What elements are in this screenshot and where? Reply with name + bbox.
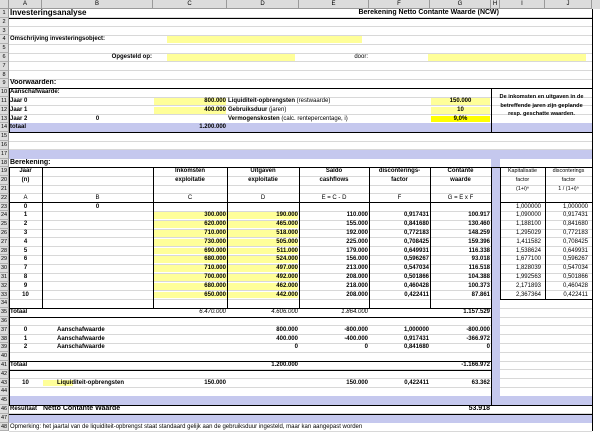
- row-number[interactable]: 43: [0, 379, 8, 386]
- acq-row-label: Aanschafwaarde: [57, 326, 105, 333]
- total-expense: 4.606.000: [271, 309, 298, 316]
- author-input[interactable]: [431, 53, 544, 62]
- row-number[interactable]: 13: [0, 115, 8, 122]
- row-number[interactable]: 35: [0, 309, 8, 316]
- discount-factor: 0,596267: [403, 256, 429, 263]
- column-border: [430, 167, 431, 308]
- col-head-kap-sub: factor: [515, 177, 530, 184]
- row-number[interactable]: 16: [0, 142, 8, 148]
- col-head-uitgaven: Uitgaven: [250, 168, 276, 175]
- cashflow-value: 155.000: [346, 221, 368, 228]
- param-label: [228, 115, 429, 124]
- row-number[interactable]: 2: [0, 18, 9, 27]
- income-input[interactable]: 680.000: [204, 282, 226, 289]
- box-border: [545, 167, 546, 299]
- present-value: 159.396: [468, 238, 490, 245]
- col-head-saldo: Saldo: [325, 168, 343, 175]
- row-number[interactable]: 41: [0, 362, 8, 368]
- row-number[interactable]: 42: [0, 370, 8, 377]
- income-input[interactable]: 300.000: [204, 212, 226, 219]
- param-label: [228, 97, 429, 106]
- year-number: 7: [23, 265, 28, 272]
- section-border: [9, 132, 592, 133]
- col-letter: C: [187, 194, 193, 201]
- total-label: Totaal: [10, 309, 28, 316]
- acq-year-label: Jaar 0: [10, 98, 28, 104]
- acq-year-label: Jaar 2: [10, 115, 28, 122]
- param-value-input[interactable]: 150.000: [449, 98, 472, 104]
- acq-total-present-value: -1.166.972: [461, 362, 490, 368]
- col-head-disc2: disconterings: [552, 168, 585, 175]
- year-number: 6: [23, 256, 28, 263]
- acq-year-label: Jaar 1: [10, 106, 28, 113]
- total-present-value: 1.157.529: [463, 309, 490, 316]
- remark-text: Opmerking: het jaartal van de liquiditeit-opbrengst staat standaard gelijk aan de gebruiksduur ingesteld, maar kan aangepast worden: [10, 423, 363, 430]
- expense-input[interactable]: 465.000: [276, 221, 298, 228]
- income-input[interactable]: 690.000: [204, 247, 226, 254]
- col-head-kap-formula: (1+i)ⁿ: [516, 186, 529, 192]
- title-underline: [9, 18, 592, 19]
- capitalisation-factor: 1,295029: [515, 230, 541, 236]
- expense-input[interactable]: 492.000: [276, 274, 298, 280]
- income-input[interactable]: 700.000: [204, 274, 226, 280]
- year-zero: 0: [23, 203, 28, 210]
- row-number[interactable]: 21: [0, 186, 8, 192]
- acq-value-input[interactable]: [154, 115, 226, 124]
- row-number[interactable]: 17: [0, 150, 8, 157]
- column-header[interactable]: [0, 0, 9, 9]
- row-number[interactable]: 47: [0, 414, 8, 421]
- acq-row-expense: 0: [294, 344, 298, 351]
- discount-factor: 0,460428: [403, 282, 429, 289]
- result-label: Resultaat: [10, 406, 38, 412]
- year-number: 10: [22, 291, 29, 298]
- year-number: 5: [23, 247, 28, 254]
- acq-total-expense: 1.200.000: [271, 362, 298, 368]
- acq-year: 1: [23, 335, 28, 342]
- row-number[interactable]: 46: [0, 406, 8, 412]
- discount-factor-ref: 0,841680: [562, 221, 588, 228]
- spacer-band: [491, 159, 500, 397]
- capitalisation-factor: 1,677100: [515, 256, 541, 263]
- row-number[interactable]: 9: [0, 79, 9, 88]
- row-number[interactable]: 3: [0, 27, 9, 36]
- row-number[interactable]: 7: [0, 62, 9, 71]
- column-border: [42, 167, 43, 308]
- description-label: Omschrijving investeringsobject:: [10, 36, 106, 43]
- row-number[interactable]: 28: [0, 247, 8, 254]
- param-value-input[interactable]: 10: [457, 106, 464, 113]
- row-number[interactable]: 1: [0, 9, 9, 18]
- grid-line: [9, 26, 592, 27]
- col-head-inkomsten: Inkomsten: [174, 168, 205, 175]
- discount-factor: 0,841680: [403, 221, 429, 228]
- row-number[interactable]: 14: [0, 124, 8, 131]
- row-number[interactable]: 5: [0, 44, 9, 53]
- liq-income: 150.000: [204, 379, 226, 386]
- grid-line: [9, 70, 592, 71]
- col-head-disc2-formula: 1 / (1+i)ⁿ: [558, 186, 579, 192]
- capitalisation-factor: 2,367364: [515, 291, 541, 298]
- column-border: [491, 167, 492, 405]
- acq-row-present-value: -800.000: [466, 326, 490, 333]
- calc-section-title: Berekening:: [10, 158, 51, 166]
- row-number[interactable]: 15: [0, 133, 8, 140]
- acq-row-cashflow: 0: [364, 344, 368, 351]
- col-head-year-n: (n): [21, 177, 30, 184]
- box-border: [500, 167, 501, 299]
- cashflow-value: 192.000: [346, 230, 368, 236]
- acq-row-present-value: -366.972: [466, 335, 490, 342]
- present-value: 100.917: [468, 212, 490, 219]
- expense-input[interactable]: 442.000: [276, 291, 298, 298]
- acq-label: Aanschafwaarde:: [10, 89, 60, 96]
- discount-factor-ref: 0,422411: [563, 291, 588, 298]
- discount-factor-ref: 0,649931: [562, 247, 588, 254]
- present-value: 104.388: [468, 274, 490, 280]
- acq-row-cashflow: -800.000: [344, 326, 368, 333]
- capitalisation-factor: 1,411582: [516, 238, 541, 245]
- cashflow-value: 208.000: [346, 291, 368, 298]
- description-input[interactable]: [154, 35, 368, 44]
- row-number[interactable]: 18: [0, 159, 8, 166]
- acq-row-factor: 0,917431: [403, 335, 429, 342]
- acq-row-present-value: 0: [486, 344, 490, 351]
- row-number[interactable]: 37: [0, 326, 8, 333]
- row-number[interactable]: 27: [0, 238, 8, 245]
- page-title: Investeringsanalyse: [10, 9, 87, 17]
- row-number[interactable]: 26: [0, 230, 8, 236]
- box-border: [500, 202, 592, 203]
- expense-input[interactable]: 190.000: [276, 212, 298, 219]
- col-letter: E = C - D: [321, 194, 347, 201]
- row-number[interactable]: 12: [0, 106, 8, 113]
- present-value: 116.338: [468, 247, 490, 254]
- acq-total-label: totaal: [10, 124, 27, 131]
- grid-line: [9, 141, 592, 142]
- year-number: 1: [23, 212, 28, 219]
- col-head-inkomsten-sub: exploitatie: [175, 177, 205, 184]
- row-number[interactable]: 25: [0, 221, 8, 228]
- capitalisation-factor: 1,090000: [515, 212, 541, 219]
- acq-row-expense: 800.000: [276, 326, 298, 333]
- column-border: [299, 167, 300, 308]
- param-note: (jaren): [267, 106, 287, 113]
- capitalisation-factor: 1,188100: [515, 221, 541, 228]
- column-border: [369, 167, 370, 308]
- total-border: [9, 317, 491, 318]
- capitalisation-factor: 1,538624: [515, 247, 541, 254]
- year-number: 4: [23, 238, 28, 245]
- col-letter: D: [260, 194, 266, 201]
- row-number[interactable]: 22: [0, 194, 8, 201]
- liq-cashflow: 150.000: [346, 379, 368, 386]
- column-header[interactable]: F: [369, 0, 430, 9]
- expense-input[interactable]: 497.000: [276, 265, 298, 272]
- column-header[interactable]: J: [545, 0, 592, 9]
- row-number[interactable]: 44: [0, 388, 8, 395]
- year-number: 2: [23, 221, 28, 228]
- acq-year-extra: [43, 97, 152, 106]
- row-number[interactable]: 23: [0, 203, 8, 210]
- income-input[interactable]: 680.000: [204, 256, 226, 263]
- income-input[interactable]: 710.000: [204, 230, 226, 236]
- row-number[interactable]: 4: [0, 35, 9, 44]
- acq-year: 0: [23, 326, 28, 333]
- col-head-contante: Contante: [447, 168, 474, 175]
- param-name: Vermogenskosten: [228, 115, 280, 122]
- discount-factor-ref: 0,772183: [562, 230, 588, 236]
- prepared-date-input[interactable]: [154, 53, 298, 62]
- total-border: [9, 370, 491, 371]
- param-value-input[interactable]: 9,0%: [453, 115, 468, 122]
- cashflow-value: 156.000: [346, 256, 368, 263]
- result-name: Netto Contante Waarde: [43, 405, 121, 412]
- section-band: [9, 414, 592, 423]
- param-name: Liquiditeit-opbrengsten: [228, 98, 295, 104]
- row-number[interactable]: 34: [0, 300, 8, 307]
- column-header[interactable]: A: [9, 0, 42, 9]
- cashflow-value: 110.000: [346, 212, 368, 219]
- acq-row-label: Aanschafwaarde: [57, 335, 105, 342]
- row-number[interactable]: 19: [0, 168, 8, 175]
- column-header[interactable]: G: [430, 0, 491, 9]
- conditions-section-title: Voorwaarden:: [10, 79, 57, 87]
- col-head-kap: Kapitalisatie: [507, 168, 538, 175]
- capitalisation-factor: 1,000000: [515, 203, 541, 210]
- row-number[interactable]: 8: [0, 71, 9, 80]
- box-border: [491, 88, 492, 132]
- acq-row-factor: 0,841680: [403, 344, 429, 351]
- param-note: (calc. rentepercentage, i): [279, 115, 348, 122]
- row-number[interactable]: 30: [0, 265, 8, 272]
- discount-factor: 0,917431: [403, 212, 429, 219]
- total-cashflow: 1.864.000: [341, 309, 368, 316]
- row-number[interactable]: 38: [0, 335, 8, 342]
- discount-factor-ref: 0,708425: [562, 238, 588, 245]
- present-value: 87.861: [471, 291, 490, 298]
- section-band: [9, 396, 592, 405]
- col-letter: B: [95, 194, 100, 201]
- page-subtitle: Berekening Netto Contante Waarde (NCW): [358, 9, 499, 16]
- row-number[interactable]: 48: [0, 423, 8, 430]
- row-number[interactable]: 32: [0, 282, 8, 289]
- acq-row-expense: 400.000: [276, 335, 298, 342]
- income-input[interactable]: 710.000: [204, 265, 226, 272]
- column-border: [227, 167, 228, 308]
- col-head-disc2-sub: factor: [561, 177, 576, 184]
- col-letter: A: [23, 194, 28, 201]
- col-head-disc: disconterings-: [378, 168, 421, 175]
- conditions-note: De inkomsten en uitgaven in de betreffende jaren zijn geplande resp. geschatte waarden.: [499, 94, 584, 118]
- section-band: [9, 150, 592, 159]
- liq-label: Liquiditeit-opbrengsten: [57, 379, 124, 386]
- box-border: [500, 167, 592, 168]
- discount-factor-ref: 0,460428: [562, 282, 588, 289]
- row-number[interactable]: 40: [0, 353, 8, 360]
- result-border: [9, 414, 592, 415]
- present-value: 93.018: [471, 256, 490, 263]
- param-note: (restwaarde): [295, 98, 331, 104]
- year-zero-extra: 0: [95, 203, 100, 210]
- acq-year-extra: [43, 106, 152, 115]
- row-number[interactable]: 29: [0, 256, 8, 263]
- income-input[interactable]: 730.000: [204, 238, 226, 245]
- discount-factor: 0,708425: [403, 238, 429, 245]
- acq-row-factor: 1,000000: [403, 326, 429, 333]
- column-header[interactable]: C: [153, 0, 227, 9]
- row-number[interactable]: 33: [0, 291, 8, 298]
- acq-year-extra: 0: [95, 115, 100, 122]
- col-letter: F: [397, 194, 402, 201]
- discount-factor-ref: 0,596267: [562, 256, 588, 263]
- prepared-label: Opgesteld op:: [111, 54, 152, 60]
- discount-factor: 0,772183: [403, 230, 429, 236]
- discount-factor: 0,547034: [403, 265, 429, 272]
- discount-factor: 0,649931: [403, 247, 429, 254]
- acq-value-input[interactable]: 400.000: [204, 106, 226, 113]
- param-name: Gebruiksduur: [228, 106, 268, 113]
- column-header[interactable]: E: [299, 0, 369, 9]
- column-header[interactable]: D: [227, 0, 299, 9]
- present-value: 130.460: [468, 221, 490, 228]
- row-number[interactable]: 31: [0, 274, 8, 280]
- acq-row-cashflow: -400.000: [344, 335, 368, 342]
- acq-total-value: 1.200.000: [199, 124, 226, 131]
- row-number[interactable]: 45: [0, 397, 8, 404]
- box-border: [9, 88, 10, 132]
- capitalisation-factor: 1,992563: [515, 274, 541, 280]
- row-number[interactable]: 24: [0, 212, 8, 219]
- col-head-saldo-sub: cashflows: [319, 177, 349, 184]
- row-number[interactable]: 6: [0, 53, 9, 62]
- present-value: 148.259: [468, 230, 490, 236]
- year-number: 3: [23, 230, 28, 236]
- col-letter: G = E x F: [447, 194, 474, 201]
- present-value: 116.518: [468, 265, 490, 272]
- total-income: 6.470.000: [199, 309, 226, 316]
- discount-factor: 0,422411: [404, 291, 429, 298]
- discount-factor-ref: 0,547034: [562, 265, 588, 272]
- col-head-year: Jaar: [19, 168, 32, 175]
- expense-input[interactable]: 518.000: [276, 230, 298, 236]
- discount-factor: 0,501866: [403, 274, 429, 280]
- author-label: door:: [354, 54, 368, 60]
- capitalisation-factor: 2,171893: [515, 282, 541, 289]
- column-header[interactable]: B: [42, 0, 153, 9]
- expense-input[interactable]: 511.000: [276, 247, 298, 254]
- cashflow-value: 213.000: [346, 265, 368, 272]
- row-number[interactable]: 11: [0, 97, 9, 106]
- sheet-border: [592, 9, 593, 431]
- cashflow-value: 225.000: [346, 238, 368, 245]
- discount-factor-ref: 1,000000: [562, 203, 588, 210]
- column-header[interactable]: I: [500, 0, 545, 9]
- cashflow-value: 218.000: [346, 282, 368, 289]
- param-label: [228, 106, 429, 115]
- column-border: [9, 317, 10, 387]
- discount-factor-ref: 0,501866: [562, 274, 588, 280]
- column-header[interactable]: H: [491, 0, 500, 9]
- cashflow-value: 208.000: [346, 274, 368, 280]
- expense-input[interactable]: 462.000: [276, 282, 298, 289]
- box-border: [500, 299, 592, 300]
- row-number[interactable]: 10: [0, 89, 8, 96]
- result-value: 53.918: [468, 405, 490, 412]
- year-number: 9: [23, 282, 28, 289]
- discount-factor-ref: 0,917431: [562, 212, 588, 219]
- expense-input[interactable]: 505.000: [276, 238, 298, 245]
- col-head-contante-sub: waarde: [450, 177, 471, 184]
- row-number[interactable]: 36: [0, 318, 8, 324]
- column-border: [153, 167, 154, 308]
- acq-total-label: Totaal: [10, 362, 28, 368]
- income-input[interactable]: 650.000: [204, 291, 226, 298]
- acq-row-label: Aanschafwaarde: [57, 344, 105, 351]
- acq-value-input[interactable]: 800.000: [204, 98, 226, 104]
- cashflow-value: 179.000: [346, 247, 368, 254]
- row-number[interactable]: 39: [0, 344, 8, 351]
- liq-year-input[interactable]: 10: [22, 379, 29, 386]
- year-number: 8: [23, 274, 28, 280]
- acq-year: 2: [23, 344, 28, 351]
- liq-present-value: 63.362: [471, 379, 490, 386]
- present-value: 100.373: [468, 282, 490, 289]
- col-head-uitgaven-sub: exploitatie: [248, 177, 278, 184]
- row-number[interactable]: 20: [0, 177, 8, 184]
- expense-input[interactable]: 524.000: [276, 256, 298, 263]
- col-head-disc-sub: factor: [391, 177, 408, 184]
- income-input[interactable]: 620.000: [204, 221, 226, 228]
- capitalisation-factor: 1,828039: [515, 265, 541, 272]
- liq-factor: 0,422411: [404, 379, 429, 386]
